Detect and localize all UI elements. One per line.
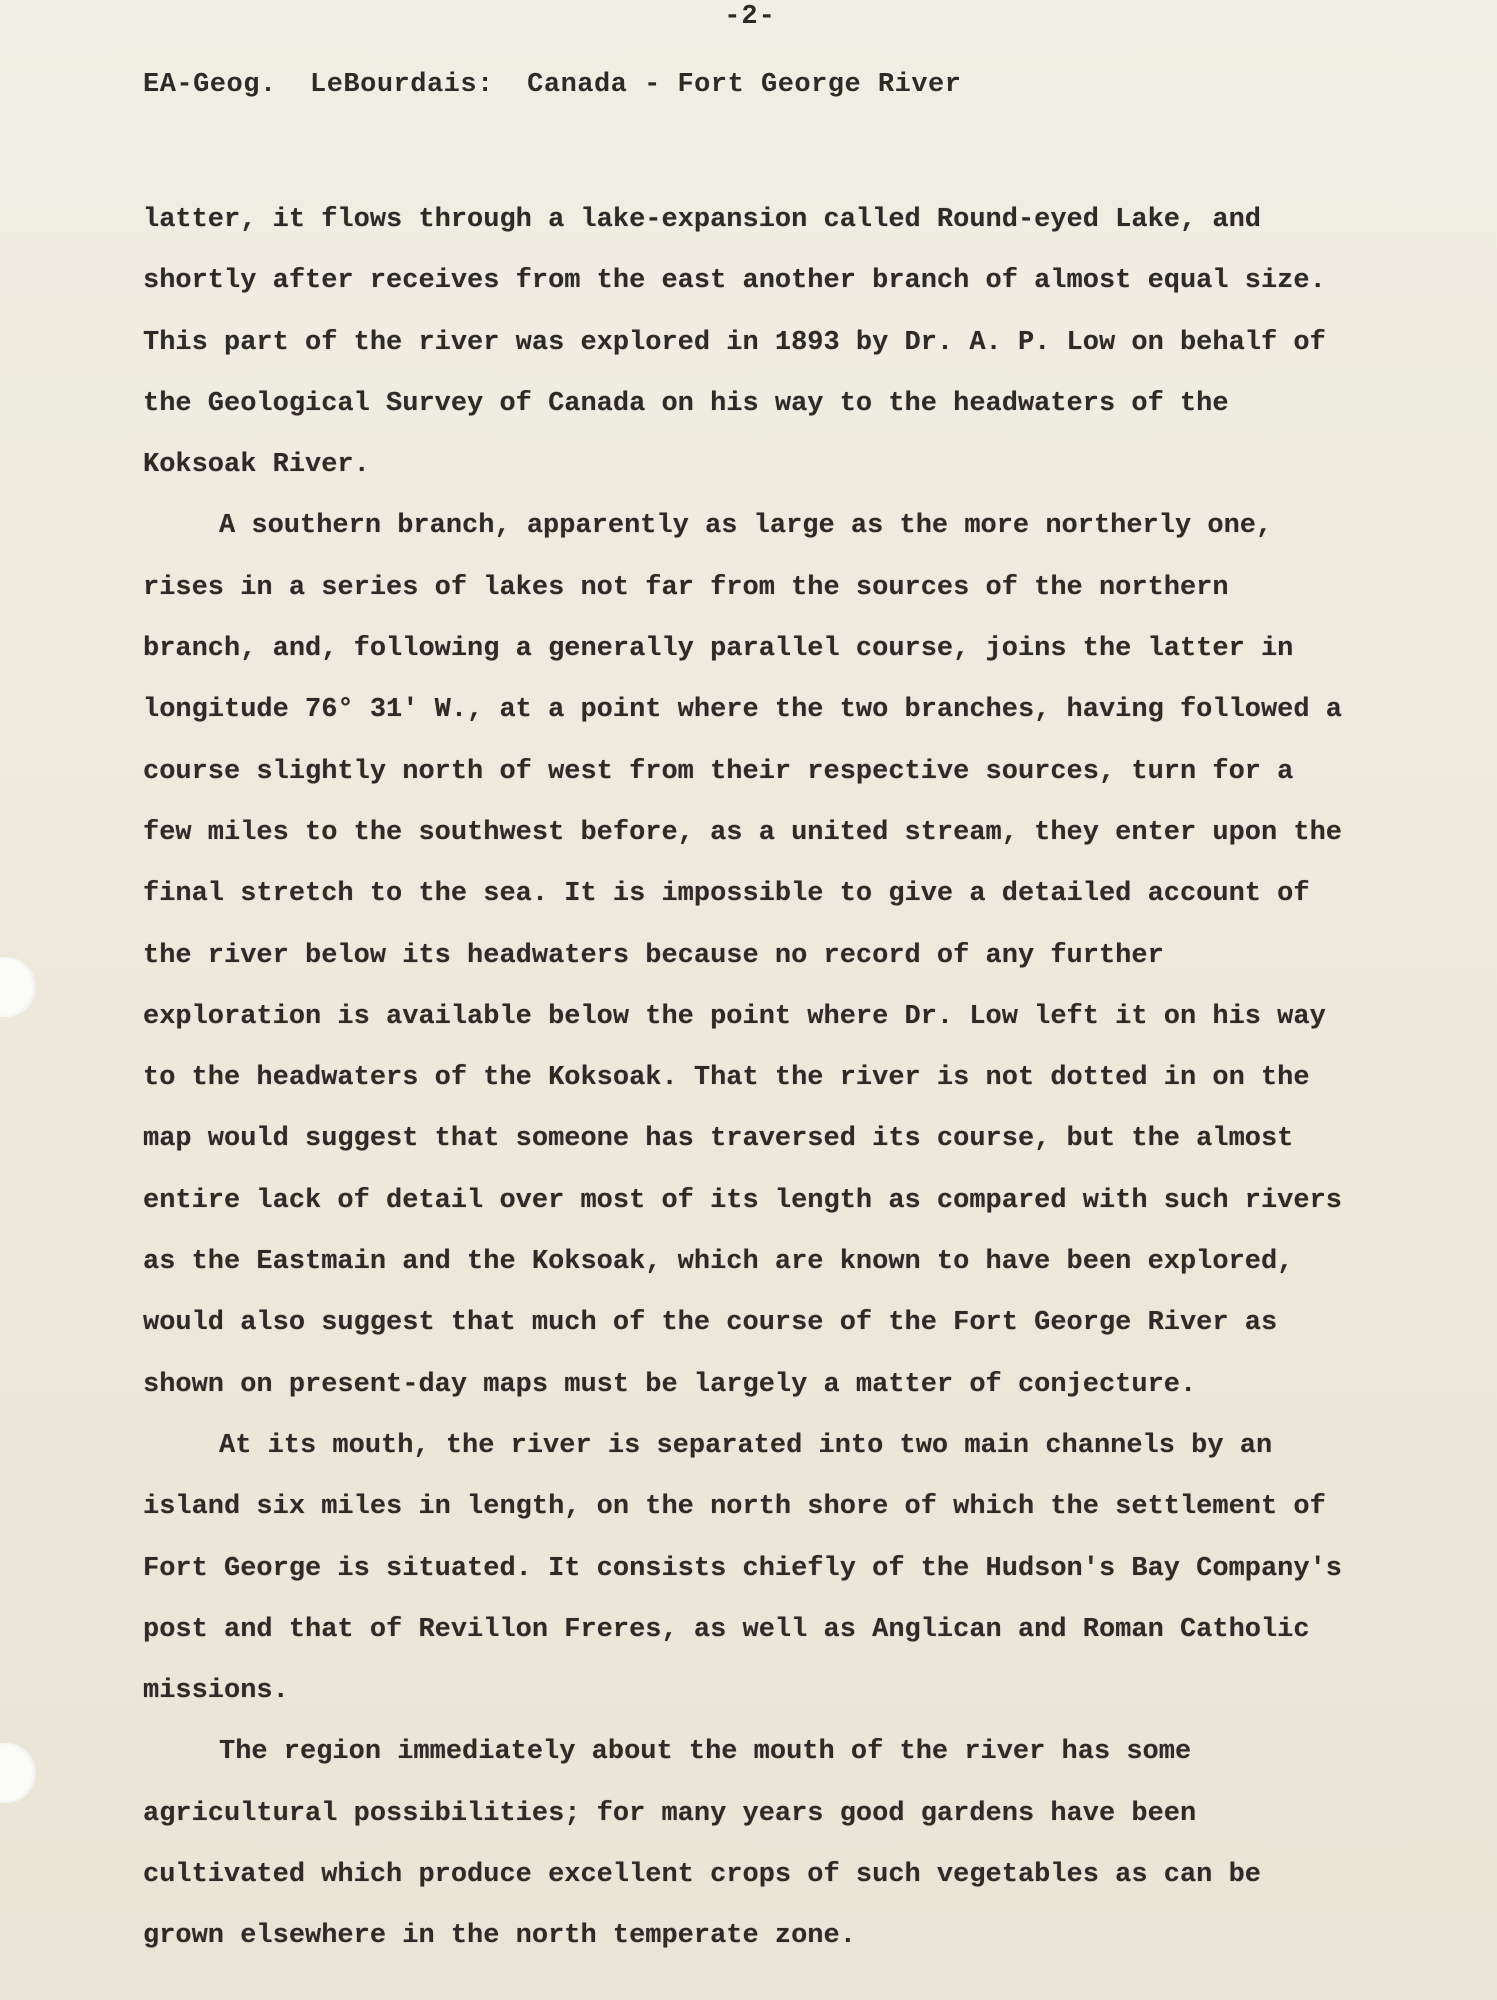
body-text — [143, 190, 1343, 1968]
paragraph-1: latter, it flows through a lake-expansion called Round-eyed Lake, and shortly after receives from the east another branch of almost equal size. This part of the river was explored in 1893 by Dr. A. P. Low on behalf of the Geological Survey of Canada on his way to the headwaters of the Koksoak River. — [143, 205, 1326, 481]
punch-hole — [0, 1743, 36, 1803]
paragraph-4: The region immediately about the mouth of the river has some agricultural possibilities; for many years good gardens have been cultivated which produce excellent crops of such vegetables as can be grown elsewhere in the north temperate zone. — [143, 1737, 1261, 1952]
page-number: -2- — [724, 2, 776, 32]
document-heading: EA-Geog. LeBourdais: Canada - Fort George River — [143, 70, 962, 100]
paragraph-3: At its mouth, the river is separated into two main channels by an island six miles in length, on the north shore of which the settlement of Fort George is situated. It consists chiefly of the Hudson's Bay Company's post and that of Revillon Freres, as well as Anglican and Roman Catholic missions. — [143, 1430, 1342, 1707]
paragraph-2: A southern branch, apparently as large as the more northerly one, rises in a series of lakes not far from the sources of the northern branch, and, following a generally parallel course, joins the latter in longitude 76° 31' W., at a point where the two branches, having followed a course slightly north of west from their respective sources, turn for a few miles to the southwest before, as a united stream, they enter upon the final stretch to the sea. It is impossible to give a detailed account of the river below its headwaters because no record of any further exploration is available below the point where Dr. Low left it on his way to the headwaters of the Koksoak. That the river is not dotted in on the map would suggest that someone has traversed its course, but the almost entire lack of detail over most of its length as compared with such rivers as the Eastmain and the Koksoak, which are known to have been explored, would also suggest that much of the course of the Fort George River as shown on present-day maps must be largely a matter of conjecture. — [143, 511, 1342, 1400]
punch-hole — [0, 957, 36, 1017]
